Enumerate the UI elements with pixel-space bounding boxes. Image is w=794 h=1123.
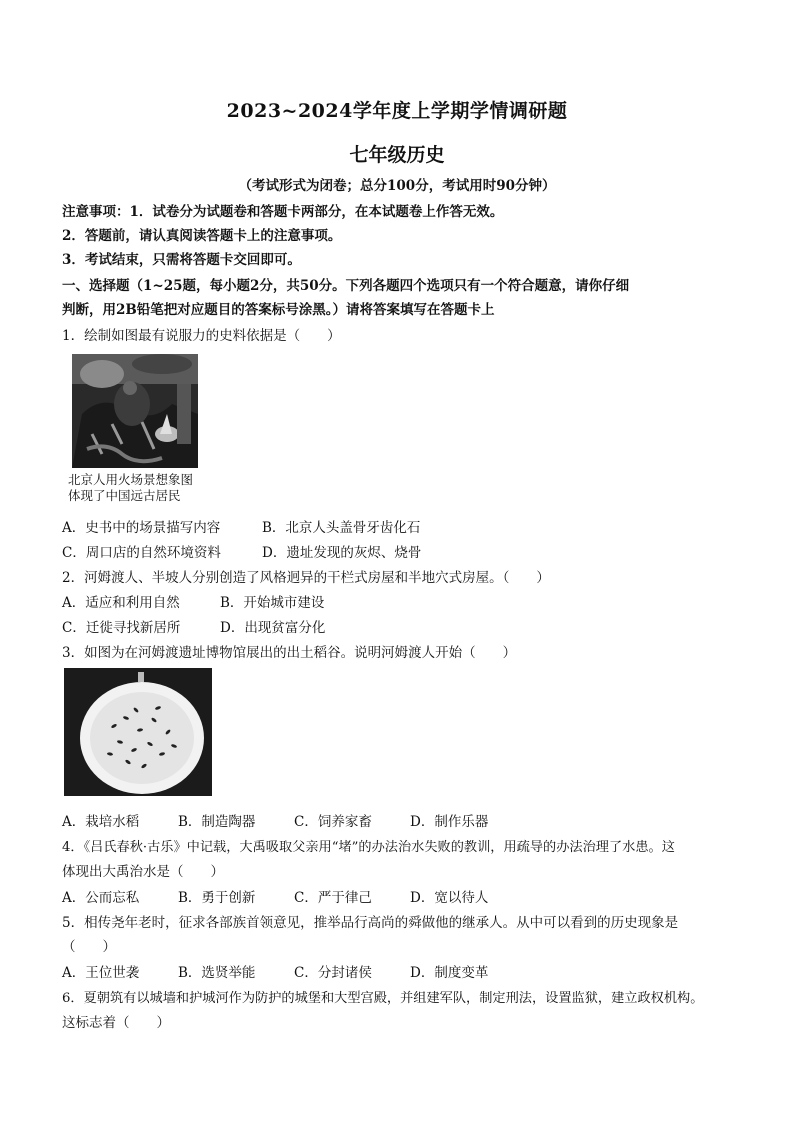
question-5-stem-line1: 5．相传尧年老时，征求各部族首领意见，推举品行高尚的舜做他的继承人。从中可以看到的历史现象是 (62, 915, 679, 931)
note-1: 注意事项：1．试卷分为试题卷和答题卡两部分，在本试题卷上作答无效。 (62, 204, 504, 220)
question-5-option-b[interactable]: B．选贤举能 (178, 965, 256, 981)
question-4-stem-line1: 4．《吕氏春秋·古乐》中记载，大禹吸取父亲用“堵”的办法治水失败的教训，用疏导的办法治理了水患。这 (62, 840, 675, 855)
question-6-stem-line2: 这标志着（ ） (62, 1015, 170, 1031)
question-2-option-a[interactable]: A．适应和利用自然 (62, 595, 180, 611)
question-4-option-a[interactable]: A．公而忘私 (62, 890, 140, 906)
question-4-option-b[interactable]: B．勇于创新 (178, 890, 256, 906)
question-3-option-d[interactable]: D．制作乐器 (410, 814, 489, 830)
exam-title: 2023~2024学年度上学期学情调研题 (226, 100, 568, 122)
question-2-option-b[interactable]: B．开始城市建设 (220, 595, 325, 611)
exam-info: （考试形式为闭卷；总分100分，考试用时90分钟） (238, 178, 556, 194)
question-3-stem: 3．如图为在河姆渡遗址博物馆展出的出土稻谷。说明河姆渡人开始（ ） (62, 645, 517, 661)
question-5-option-d[interactable]: D．制度变革 (410, 965, 489, 981)
question-4-option-c[interactable]: C．严于律己 (294, 890, 372, 906)
question-1-option-d[interactable]: D．遗址发现的灰烬、烧骨 (262, 545, 422, 561)
question-2-option-c[interactable]: C．迁徙寻找新居所 (62, 620, 181, 636)
question-3-option-b[interactable]: B．制造陶器 (178, 814, 256, 830)
question-2-stem: 2．河姆渡人、半坡人分别创造了风格迥异的干栏式房屋和半地穴式房屋。（ ） (62, 570, 550, 586)
question-1-option-b[interactable]: B．北京人头盖骨牙齿化石 (262, 520, 421, 536)
exam-subject: 七年级历史 (349, 144, 445, 166)
note-2: 2．答题前，请认真阅读答题卡上的注意事项。 (62, 228, 342, 244)
question-3-option-c[interactable]: C．饲养家畜 (294, 814, 372, 830)
question-5-option-a[interactable]: A．王位世袭 (62, 965, 140, 981)
note-3: 3．考试结束，只需将答题卡交回即可。 (62, 252, 301, 268)
section-instructions-line1: 一、选择题（1~25题，每小题2分，共50分。下列各题四个选项只有一个符合题意，请你仔细 (62, 278, 630, 294)
question-6-stem-line1: 6．夏朝筑有以城墙和护城河作为防护的城堡和大型宫殿，并组建军队，制定刑法，设置监狱，建立政权机构。 (62, 991, 704, 1006)
question-2-option-d[interactable]: D．出现贫富分化 (220, 620, 326, 636)
hemudu-rice-photo (64, 668, 212, 796)
question-5-stem-line2: （ ） (62, 939, 116, 955)
question-4-stem-line2: 体现出大禹治水是（ ） (62, 864, 224, 880)
figure-1-caption-line1: 北京人用火场景想象图 (68, 472, 194, 487)
question-4-option-d[interactable]: D．宽以待人 (410, 890, 489, 906)
section-instructions-line2: 判断，用2B铅笔把对应题目的答案标号涂黑。）请将答案填写在答题卡上 (62, 302, 495, 318)
question-3-option-a[interactable]: A．栽培水稻 (62, 814, 140, 830)
question-1-option-c[interactable]: C．周口店的自然环境资料 (62, 545, 221, 561)
question-1-option-a[interactable]: A．史书中的场景描写内容 (62, 520, 221, 536)
beijing-man-fire-illustration (72, 354, 198, 468)
figure-1-caption-line2: 体现了中国远古居民 (68, 488, 181, 503)
question-5-option-c[interactable]: C．分封诸侯 (294, 965, 372, 981)
question-1-stem: 1．绘制如图最有说服力的史料依据是（ ） (62, 328, 341, 344)
